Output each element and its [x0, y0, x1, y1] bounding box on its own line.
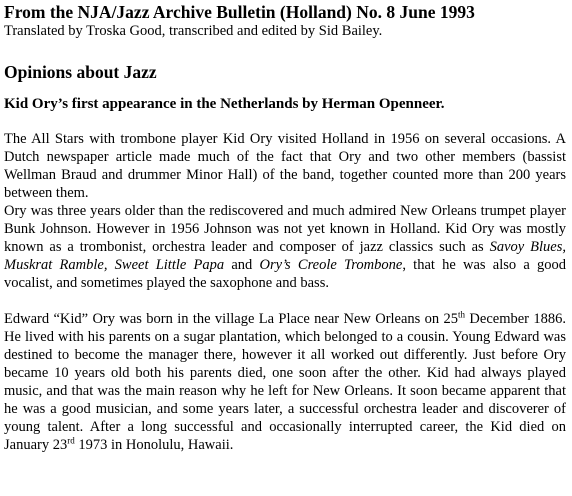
paragraph-2-text-c: , that he was also a good vocalist, and sometimes played the saxophone and bass.: [4, 257, 567, 291]
song-titles-italic: Savoy Blues, Muskrat Ramble, Sweet Little Papa: [4, 239, 567, 273]
paragraph-1: The All Stars with trombone player Kid Ory visited Holland in 1956 on several occasions. A Dutch newspaper article made much of the fact that Ory and two other members (bassist Wellman Braud and drummer Minor Hall) of the band, together counted more than 200 years between them.: [4, 131, 566, 201]
paragraph-3-text-c: 1973 in Honolulu, Hawaii.: [74, 437, 234, 453]
article-title: Kid Ory’s first appearance in the Netherlands by Herman Openneer.: [4, 96, 445, 112]
paragraph-3-text-a: Edward “Kid” Ory was born in the village La Place near New Orleans on 25: [4, 311, 459, 327]
paragraph-2: [4, 202, 566, 292]
ordinal-suffix-th: th: [458, 309, 466, 320]
bulletin-title: From the NJA/Jazz Archive Bulletin (Holland) No. 8 June 1993: [4, 2, 475, 22]
paragraph-3: [4, 310, 566, 454]
translation-credit: Translated by Troska Good, transcribed and edited by Sid Bailey.: [4, 23, 383, 39]
ordinal-suffix-rd: rd: [67, 435, 75, 446]
paragraph-3-text-b: December 1886. He lived with his parents on a sugar plantation, which belonged to a cousin. Young Edward was destined to become the manager there, however it all worked out differently. Just before Ory became 10 years old both his parents died, one soon after the other. Kid had always played music, and that was the main reason why he left for New Orleans. It soon became apparent that he was a good musician, and some years later, a successful orchestra leader and discoverer of young talent. After a long successful and occasionally interrupted career, the Kid died on January 23: [4, 311, 566, 453]
document-page: [4, 2, 566, 454]
paragraph-2-text-b: and: [224, 257, 260, 273]
song-title-creole-trombone: Ory’s Creole Trombone: [259, 257, 403, 273]
paragraph-2-text-a: Ory was three years older than the rediscovered and much admired New Orleans trumpet player Bunk Johnson. However in 1956 Johnson was not yet known in Holland. Kid Ory was mostly known as a trombonist, orchestra leader and composer of jazz classics such as: [4, 203, 566, 255]
section-heading: Opinions about Jazz: [4, 62, 157, 82]
